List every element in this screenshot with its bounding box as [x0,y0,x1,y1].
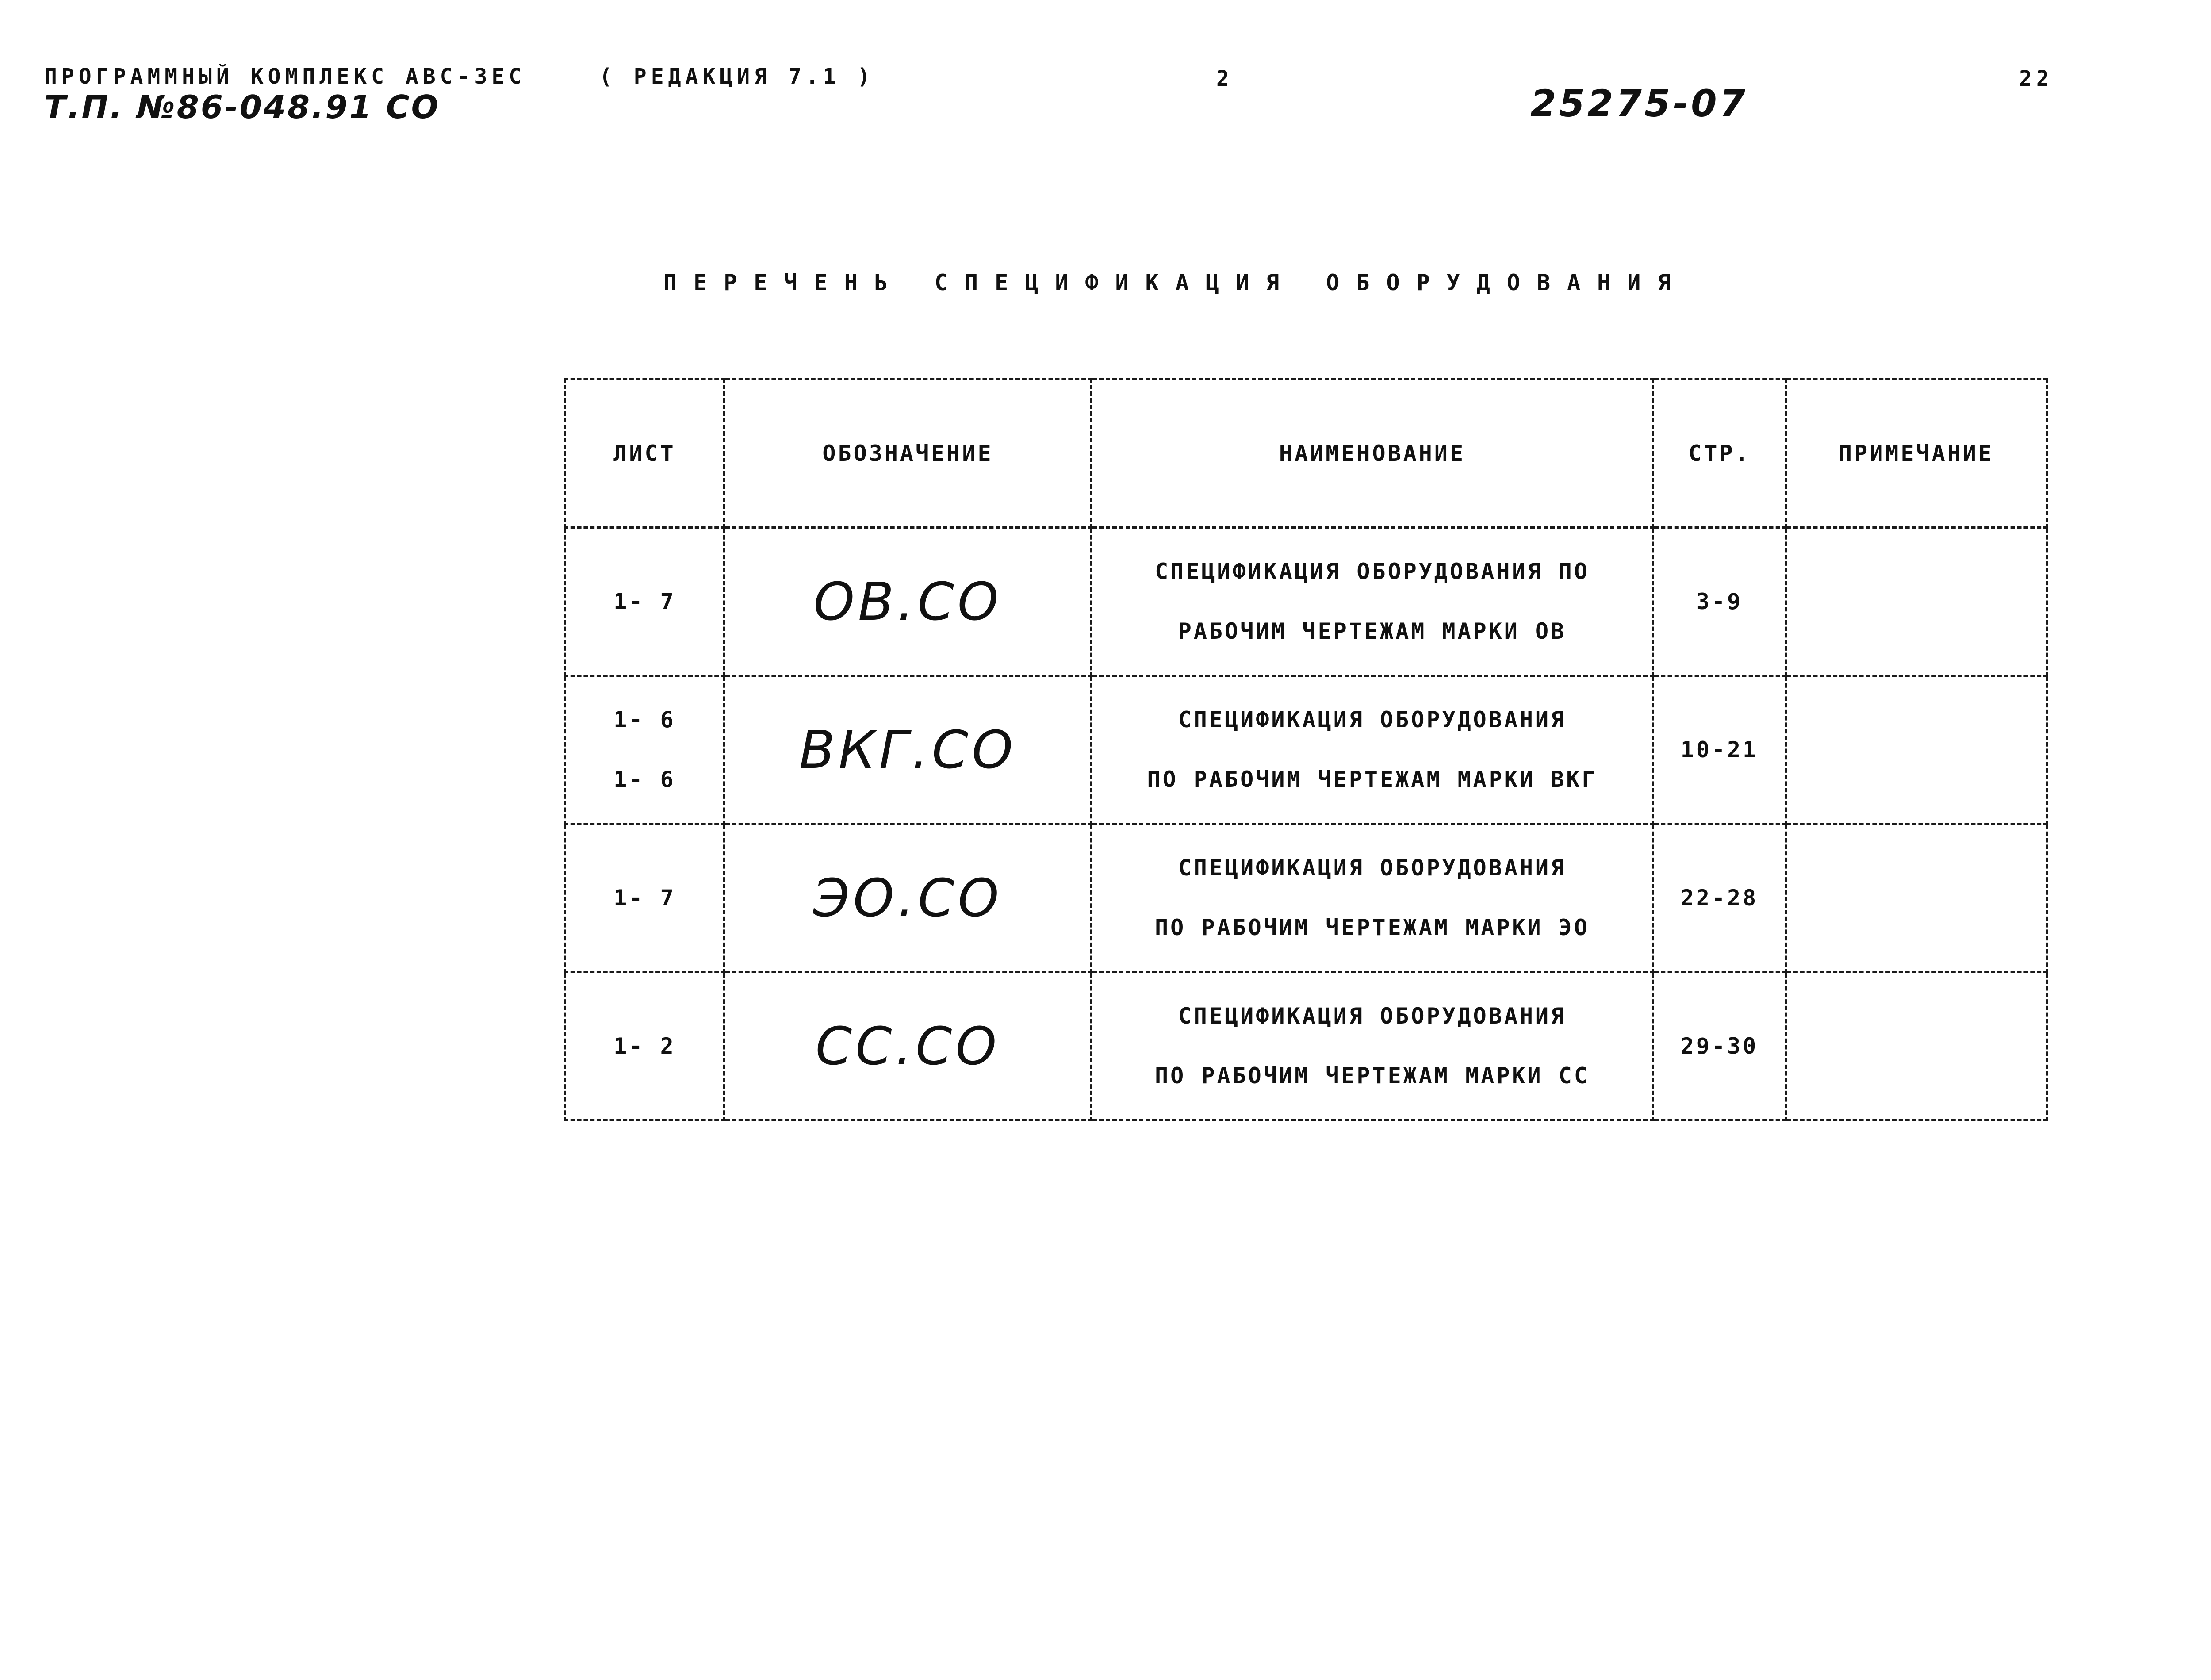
sheet-range: 1- 6 [613,707,676,733]
code-cell: СС.СО [724,972,1092,1120]
pages-cell: 29-30 [1653,972,1786,1120]
column-header-pages: СТР. [1653,380,1786,528]
name-cell [1092,528,1653,676]
name-cell [1092,972,1653,1120]
name-cell [1092,824,1653,972]
sheet-cell [565,824,724,972]
code-cell: ВКГ.СО [724,676,1092,824]
sheet-range: 1- 2 [613,1033,676,1059]
column-header-note: ПРИМЕЧАНИЕ [1786,380,2047,528]
table-row [565,528,2047,676]
note-cell [1786,972,2047,1120]
edition-label: ( РЕДАКЦИЯ 7.1 ) [599,64,875,89]
name-line: ПО РАБОЧИМ ЧЕРТЕЖАМ МАРКИ ЭО [1155,915,1590,940]
name-line: РАБОЧИМ ЧЕРТЕЖАМ МАРКИ ОВ [1178,618,1567,644]
sheet-number: 22 [2019,66,2054,91]
name-line: СПЕЦИФИКАЦИЯ ОБОРУДОВАНИЯ [1178,707,1567,733]
column-header-code: ОБОЗНАЧЕНИЕ [724,380,1092,528]
code-cell: ЭО.СО [724,824,1092,972]
name-line: СПЕЦИФИКАЦИЯ ОБОРУДОВАНИЯ [1178,1003,1567,1029]
sheet-range: 1- 6 [613,767,676,792]
sheet-range: 1- 7 [613,885,676,911]
sheet-cell [565,528,724,676]
code-cell: ОВ.СО [724,528,1092,676]
name-line: СПЕЦИФИКАЦИЯ ОБОРУДОВАНИЯ [1178,855,1567,881]
project-code: Т.П. №86-048.91 СО [44,88,440,126]
name-line: СПЕЦИФИКАЦИЯ ОБОРУДОВАНИЯ ПО [1155,559,1590,584]
name-line: ПО РАБОЧИМ ЧЕРТЕЖАМ МАРКИ СС [1155,1063,1590,1089]
sheet-cell [565,972,724,1120]
note-cell [1786,676,2047,824]
pages-cell: 10-21 [1653,676,1786,824]
page-mark: 2 [1216,66,1234,91]
note-cell [1786,528,2047,676]
column-header-name: НАИМЕНОВАНИЕ [1092,380,1653,528]
sheet-cell [565,676,724,824]
table-row [565,824,2047,972]
software-name: ПРОГРАММНЫЙ КОМПЛЕКС АВС-ЗЕС [44,64,526,89]
note-cell [1786,824,2047,972]
table-header-row [565,380,2047,528]
name-cell [1092,676,1653,824]
table-row [565,972,2047,1120]
table-row [565,676,2047,824]
document-title: ПЕРЕЧЕНЬ СПЕЦИФИКАЦИЯ ОБОРУДОВАНИЯ [663,270,1688,295]
column-header-sheet: ЛИСТ [565,380,724,528]
pages-cell: 22-28 [1653,824,1786,972]
specification-table [564,378,2048,1121]
sheet-range: 1- 7 [613,588,676,614]
name-line: ПО РАБОЧИМ ЧЕРТЕЖАМ МАРКИ ВКГ [1147,767,1598,792]
pages-cell: 3-9 [1653,528,1786,676]
document-number: 25275-07 [1530,82,1748,125]
